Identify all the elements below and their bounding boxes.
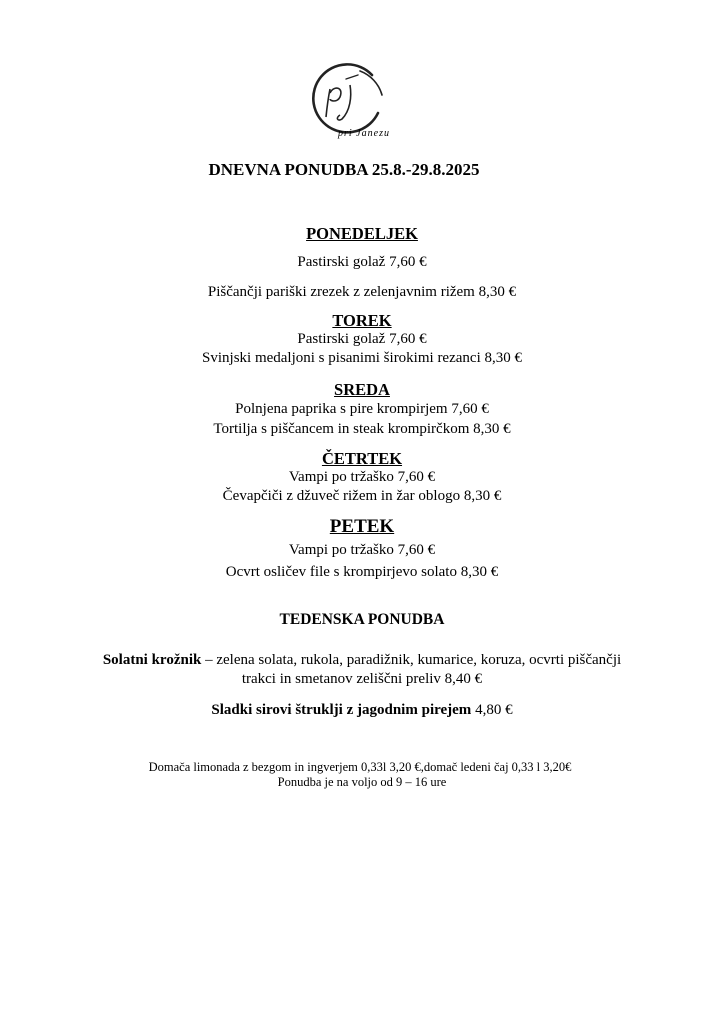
menu-item: Polnjena paprika s pire krompirjem 7,60 € [235,401,489,417]
menu-item: Vampi po tržaško 7,60 € [288,469,436,485]
day-heading-tuesday: TOREK [332,311,392,330]
day-heading-wednesday: SREDA [334,380,390,399]
dessert-price: 4,80 € [471,702,513,718]
menu-item: Pastirski golaž 7,60 € [297,254,427,270]
salad-description: – zelena solata, rukola, paradižnik, kumarice, koruza, ocvrti piščančji [201,652,622,668]
menu-item: Vampi po tržaško 7,60 € [288,542,436,558]
drinks-note: Domača limonada z bezgom in ingverjem 0,33l 3,20 €,domač ledeni čaj 0,33 l 3,20€ [148,760,572,774]
menu-item: Tortilja s piščancem in steak krompirčkom 8,30 € [213,421,511,437]
day-heading-thursday: ČETRTEK [321,449,403,468]
salad-name: Solatni krožnik [102,652,202,668]
weekly-offer-heading: TEDENSKA PONUDBA [279,611,445,628]
menu-item: Pastirski golaž 7,60 € [297,331,427,347]
day-heading-monday: PONEDELJEK [306,224,418,243]
menu-item: Piščančji pariški zrezek z zelenjavnim rižem 8,30 € [207,284,517,300]
hours-note: Ponudba je na voljo od 9 – 16 ure [277,775,447,789]
dessert-name: Sladki sirovi štruklji z jagodnim pirejem [211,702,472,718]
weekly-salad-line2: trakci in smetanov zeliščni preliv 8,40 € [241,671,483,687]
weekly-dessert [0,702,724,719]
day-heading-friday: PETEK [329,516,395,537]
page-title: DNEVNA PONUDBA 25.8.-29.8.2025 [208,160,480,179]
weekly-salad-line1 [0,652,724,669]
menu-item: Ocvrt osličev file s krompirjevo solato 8,30 € [225,564,499,580]
menu-item: Čevapčiči z džuveč rižem in žar oblogo 8,30 € [222,488,502,504]
menu-item: Svinjski medaljoni s pisanimi širokimi rezanci 8,30 € [202,350,522,366]
logo-tagline: pri Janezu [338,128,390,139]
